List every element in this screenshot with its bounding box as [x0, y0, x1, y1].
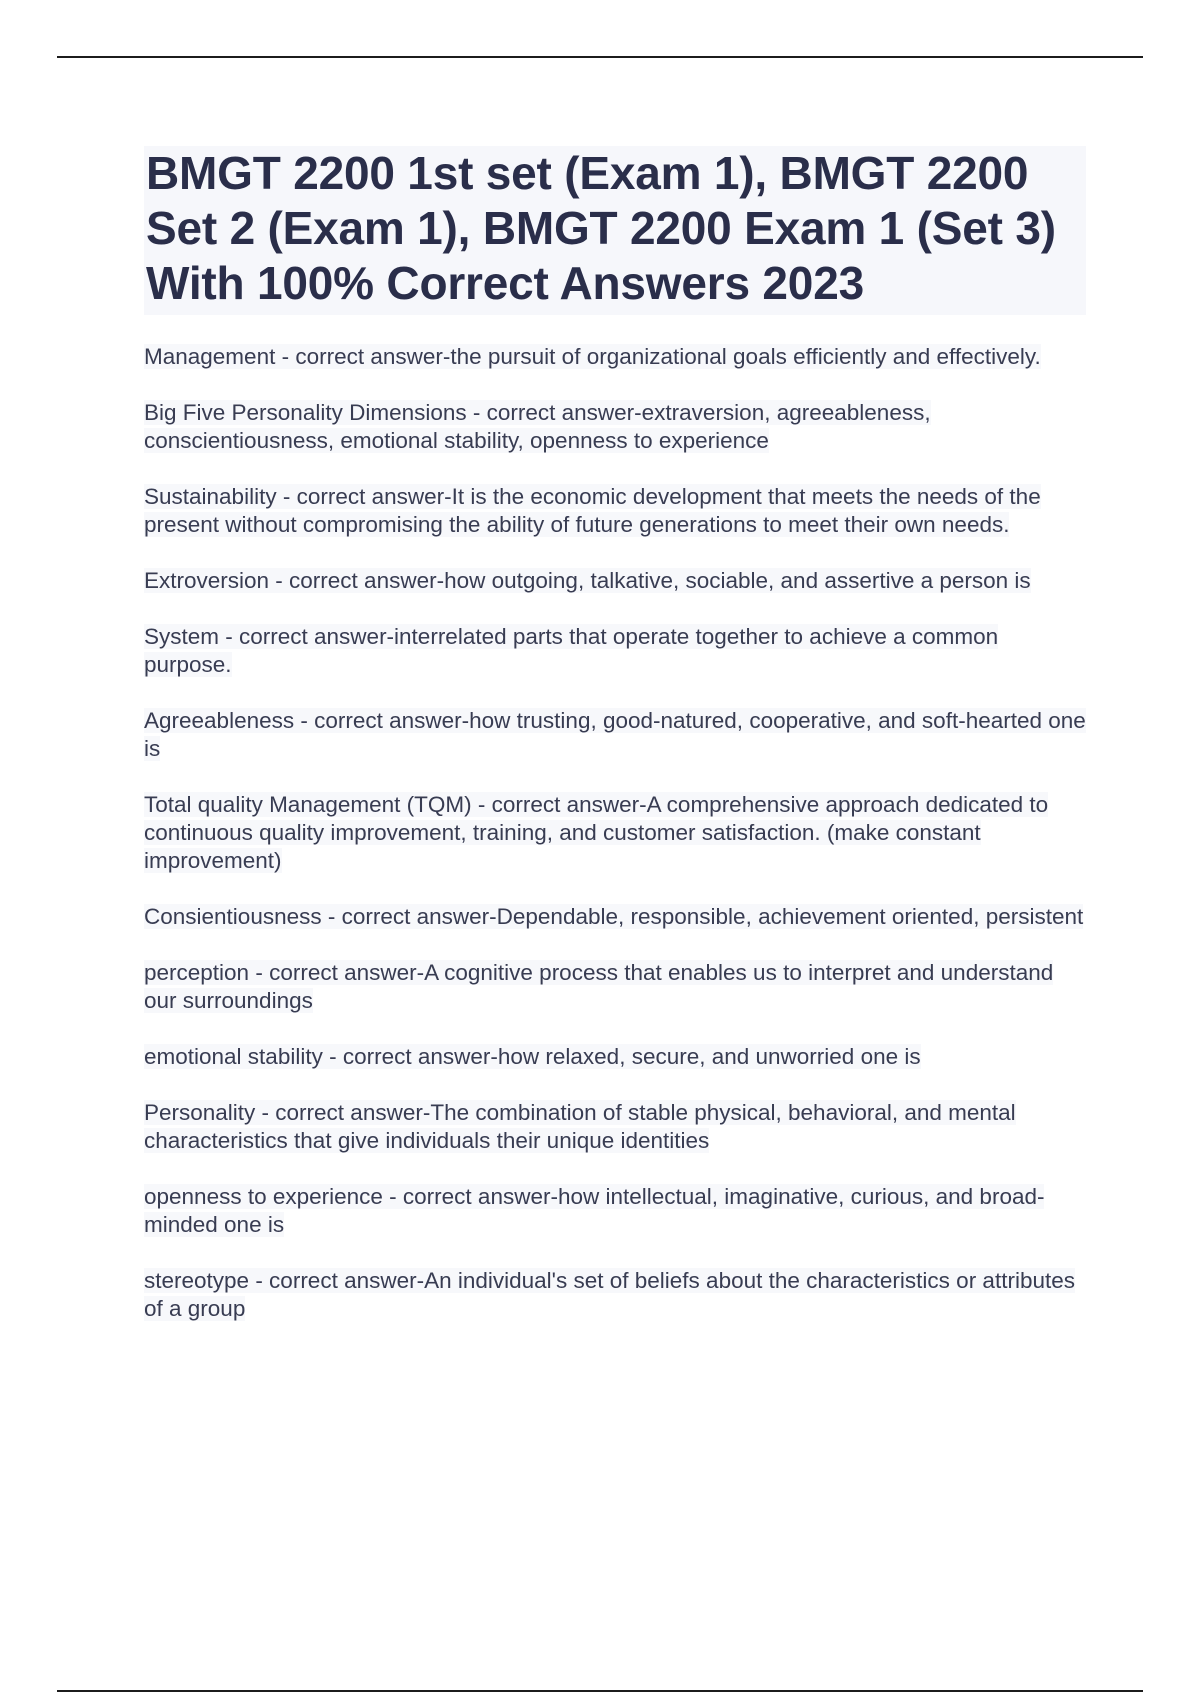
qa-text: Personality - correct answer-The combination of stable physical, behavioral, and mental characteristics that give individuals their unique identities — [144, 1100, 1016, 1153]
qa-text: Sustainability - correct answer-It is the economic development that meets the needs of the present without compromising the ability of future generations to meet their own needs. — [144, 484, 1041, 537]
qa-text: Extroversion - correct answer-how outgoing, talkative, sociable, and assertive a person is — [144, 568, 1031, 593]
qa-item — [144, 567, 1086, 595]
qa-item — [144, 343, 1086, 371]
qa-item — [144, 1099, 1086, 1155]
qa-text: System - correct answer-interrelated parts that operate together to achieve a common purpose. — [144, 624, 999, 677]
qa-item — [144, 903, 1086, 931]
qa-item — [144, 1043, 1086, 1071]
top-divider — [57, 56, 1143, 58]
qa-text: Big Five Personality Dimensions - correct answer-extraversion, agreeableness, conscientiousness, emotional stability, openness to experience — [144, 400, 931, 453]
qa-text: Total quality Management (TQM) - correct answer-A comprehensive approach dedicated to continuous quality improvement, training, and customer satisfaction. (make constant improvement) — [144, 792, 1049, 873]
qa-text: Agreeableness - correct answer-how trusting, good-natured, cooperative, and soft-hearted one is — [144, 708, 1086, 761]
qa-text: stereotype - correct answer-An individual's set of beliefs about the characteristics or attributes of a group — [144, 1268, 1075, 1321]
qa-item — [144, 1183, 1086, 1239]
qa-item — [144, 399, 1086, 455]
qa-text: openness to experience - correct answer-how intellectual, imaginative, curious, and broad-minded one is — [144, 1184, 1045, 1237]
qa-item — [144, 623, 1086, 679]
qa-item — [144, 707, 1086, 763]
qa-item — [144, 1267, 1086, 1323]
qa-text: Management - correct answer-the pursuit of organizational goals efficiently and effectively. — [144, 344, 1041, 369]
qa-text: perception - correct answer-A cognitive process that enables us to interpret and understand our surroundings — [144, 960, 1054, 1013]
document-body — [144, 146, 1086, 1351]
qa-text: emotional stability - correct answer-how relaxed, secure, and unworried one is — [144, 1044, 921, 1069]
qa-item — [144, 791, 1086, 875]
qa-item — [144, 483, 1086, 539]
bottom-divider — [57, 1690, 1143, 1692]
qa-text: Consientiousness - correct answer-Dependable, responsible, achievement oriented, persistent — [144, 904, 1084, 929]
document-title: BMGT 2200 1st set (Exam 1), BMGT 2200 Set 2 (Exam 1), BMGT 2200 Exam 1 (Set 3) With 100% Correct Answers 2023 — [144, 146, 1086, 315]
qa-item — [144, 959, 1086, 1015]
qa-list — [144, 343, 1086, 1323]
